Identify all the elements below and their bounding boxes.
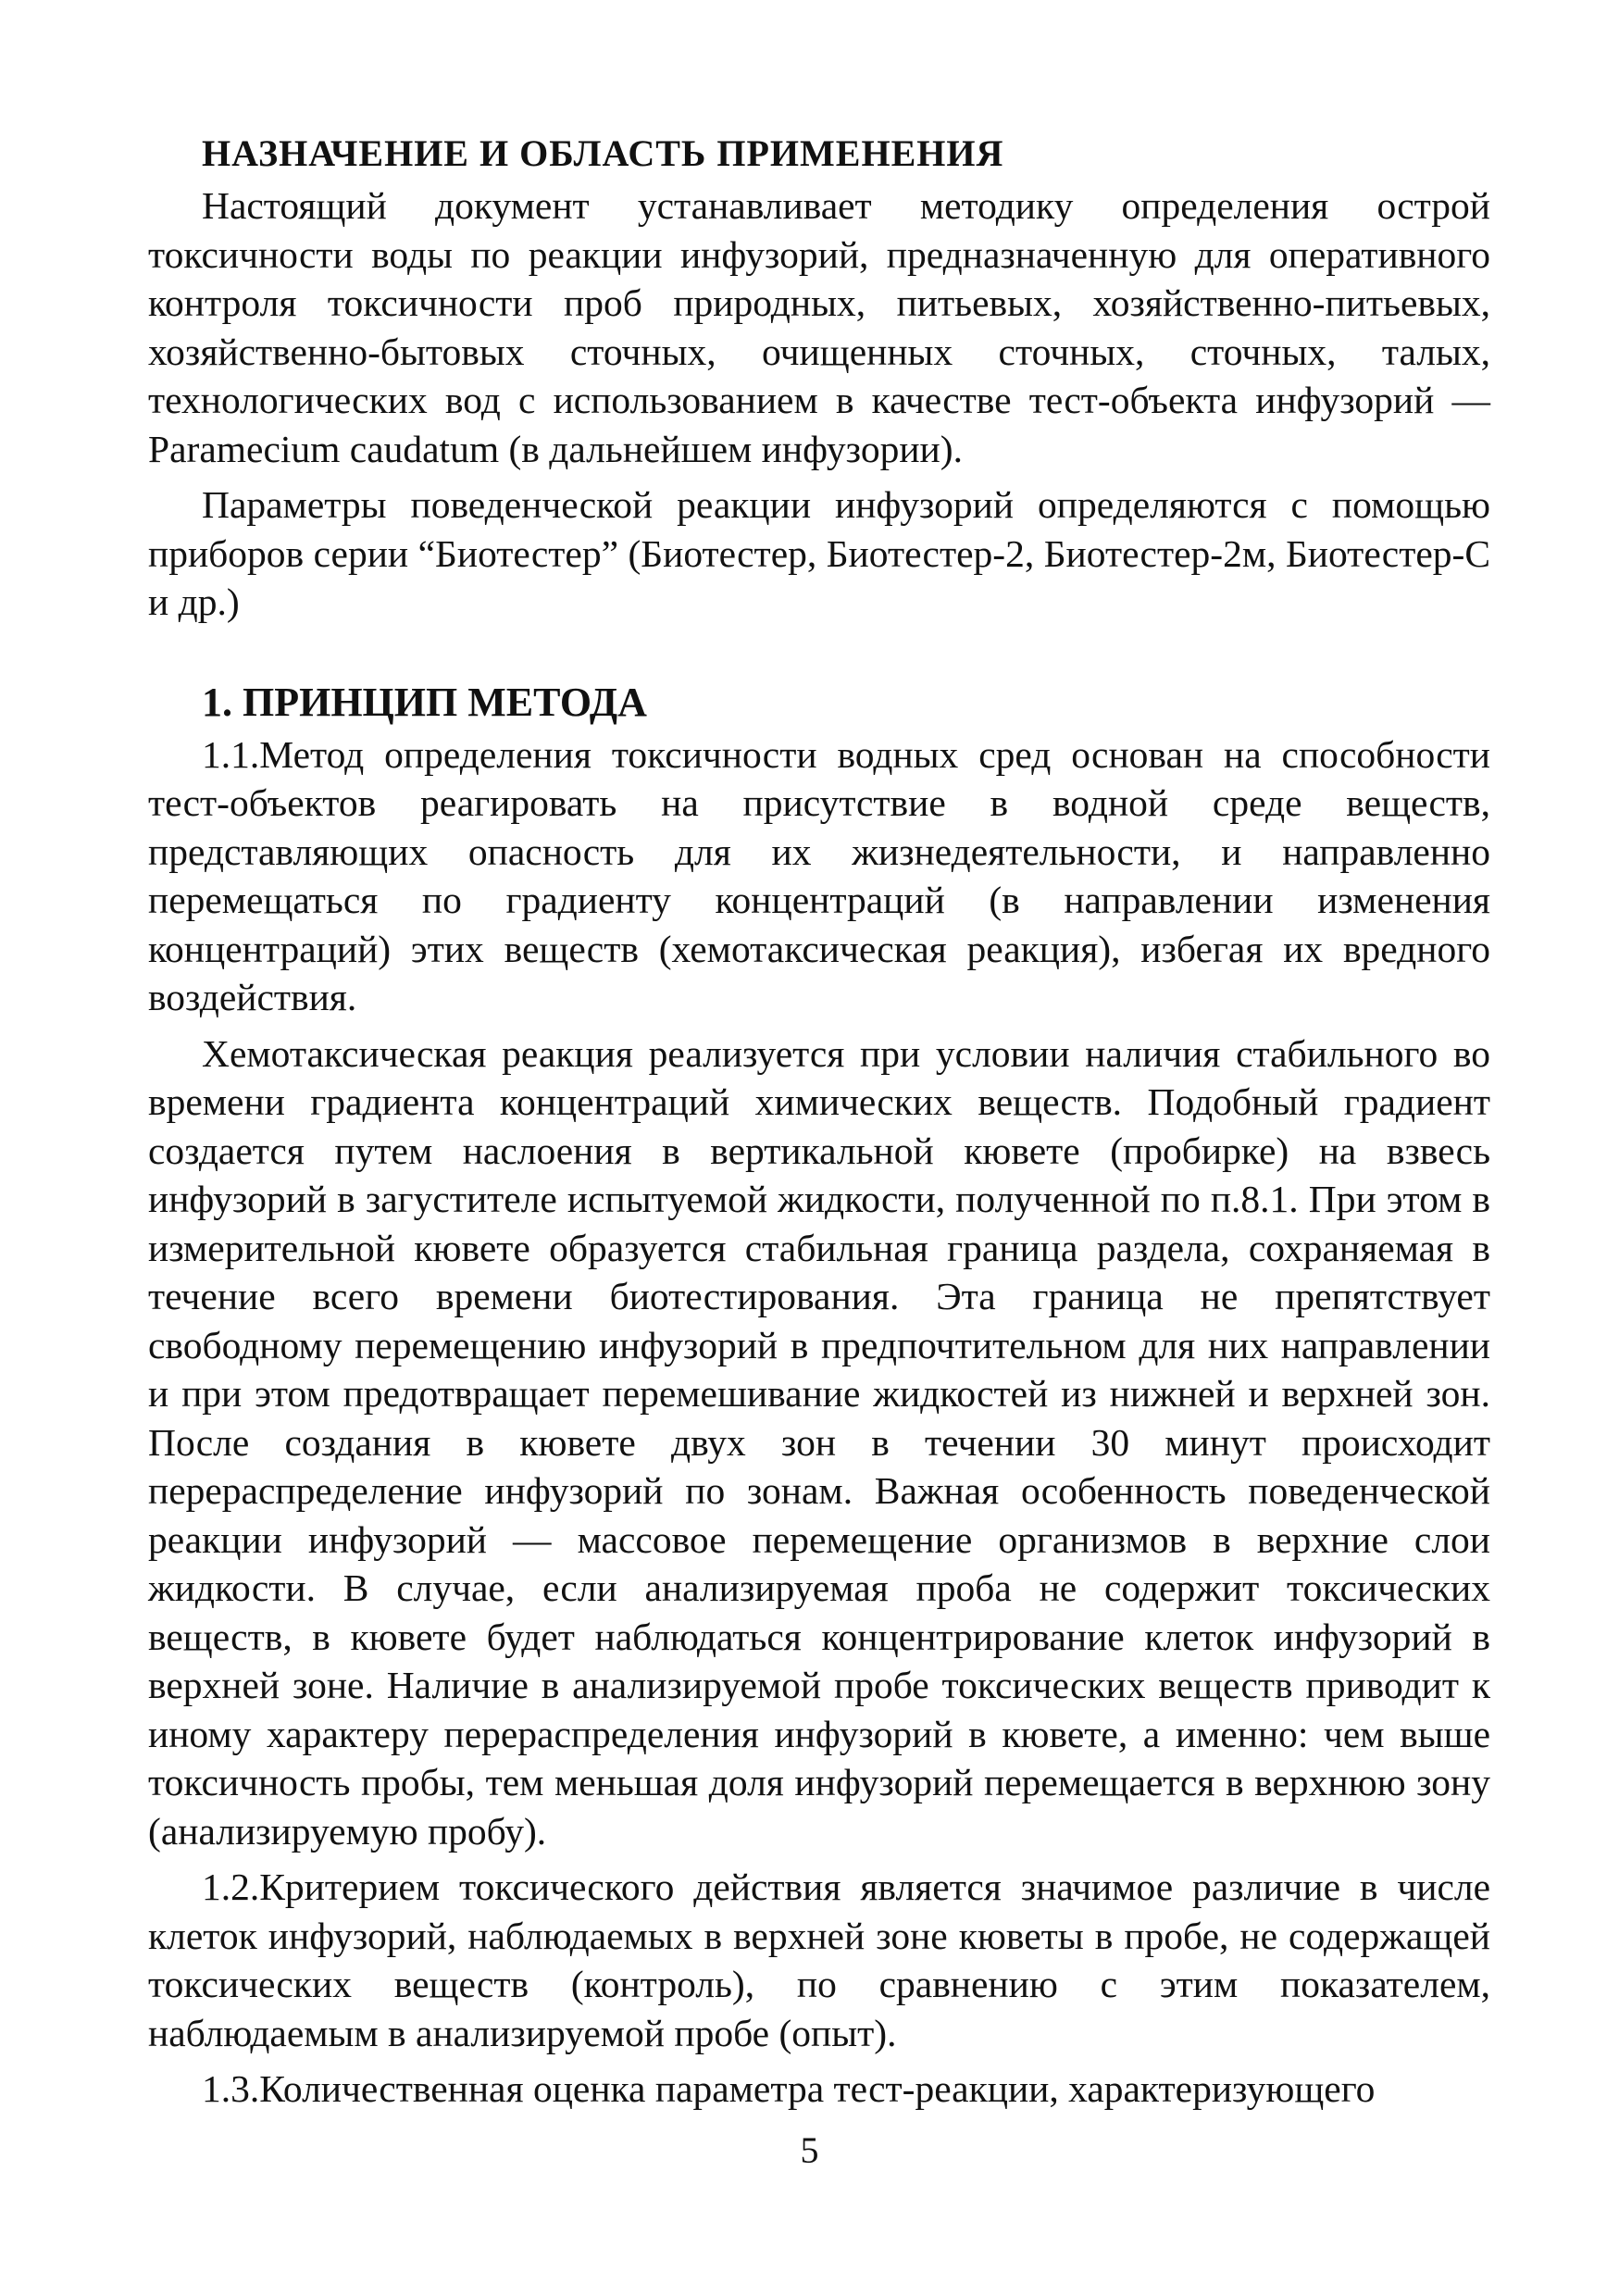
- paragraph-scope-1: Настоящий документ устанавливает методику определения острой токсичности воды по реакции инфузорий, предназначенную для оперативного контроля токсичности проб природных, питьевых, хозяйственно-питьевых, хозяйственно-бытовых сточных, очищенных сточных, сточных, талых, технологических вод с использованием в качестве тест-объекта инфузорий — Paramecium caudatum (в дальнейшем инфузории).: [148, 184, 1490, 470]
- paragraph-1-3: 1.3.Количественная оценка параметра тест-реакции, характеризующего: [202, 2067, 1376, 2110]
- paragraph-1-2: 1.2.Критерием токсического действия является значимое различие в числе клеток инфузорий, наблюдаемых в верхней зоне кюветы в пробе, не содержащей токсических веществ (контроль), по сравнению с этим показателем, наблюдаемым в анализируемой пробе (опыт).: [148, 1866, 1490, 2054]
- page-number: 5: [800, 2129, 819, 2171]
- page-content: [148, 130, 1490, 2114]
- section-heading-method: 1. ПРИНЦИП МЕТОДА: [202, 679, 647, 725]
- paragraph-scope-2: Параметры поведенческой реакции инфузорий определяются с помощью приборов серии “Биотестер” (Биотестер, Биотестер-2, Биотестер-2м, Биотестер-С и др.): [148, 483, 1490, 623]
- paragraph-1-1: 1.1.Метод определения токсичности водных сред основан на способности тест-объектов реагировать на присутствие в водной среде веществ, представляющих опасность для их жизнедеятельности, и направленно перемещаться по градиенту концентраций (в направлении изменения концентраций) этих веществ (хемотаксическая реакция), избегая их вредного воздействия.: [148, 732, 1490, 1018]
- section-heading-scope: НАЗНАЧЕНИЕ И ОБЛАСТЬ ПРИМЕНЕНИЯ: [202, 132, 1004, 174]
- paragraph-chemotaxis: Хемотаксическая реакция реализуется при условии наличия стабильного во времени градиента концентраций химических веществ. Подобный градиент создается путем наслоения в вертикальной кювете (пробирке) на взвесь инфузорий в загустителе испытуемой жидкости, полученной по п.8.1. При этом в измерительной кювете образуется стабильная граница раздела, сохраняемая в течение всего времени биотестирования. Эта граница не препятствует свободному перемещению инфузорий в предпочтительном для них направлении и при этом предотвращает перемешивание жидкостей из нижней и верхней зон. После создания в кювете двух зон в течении 30 минут происходит перераспределение инфузорий по зонам. Важная особенность поведенческой реакции инфузорий — массовое перемещение организмов в верхние слои жидкости. В случае, если анализируемая проба не содержит токсических веществ, в кювете будет наблюдаться концентрирование клеток инфузорий в верхней зоне. Наличие в анализируемой пробе токсических веществ приводит к иному характеру перераспределения инфузорий в кювете, а именно: чем выше токсичность пробы, тем меньшая доля инфузорий перемещается в верхнюю зону (анализируемую пробу).: [148, 1031, 1490, 1853]
